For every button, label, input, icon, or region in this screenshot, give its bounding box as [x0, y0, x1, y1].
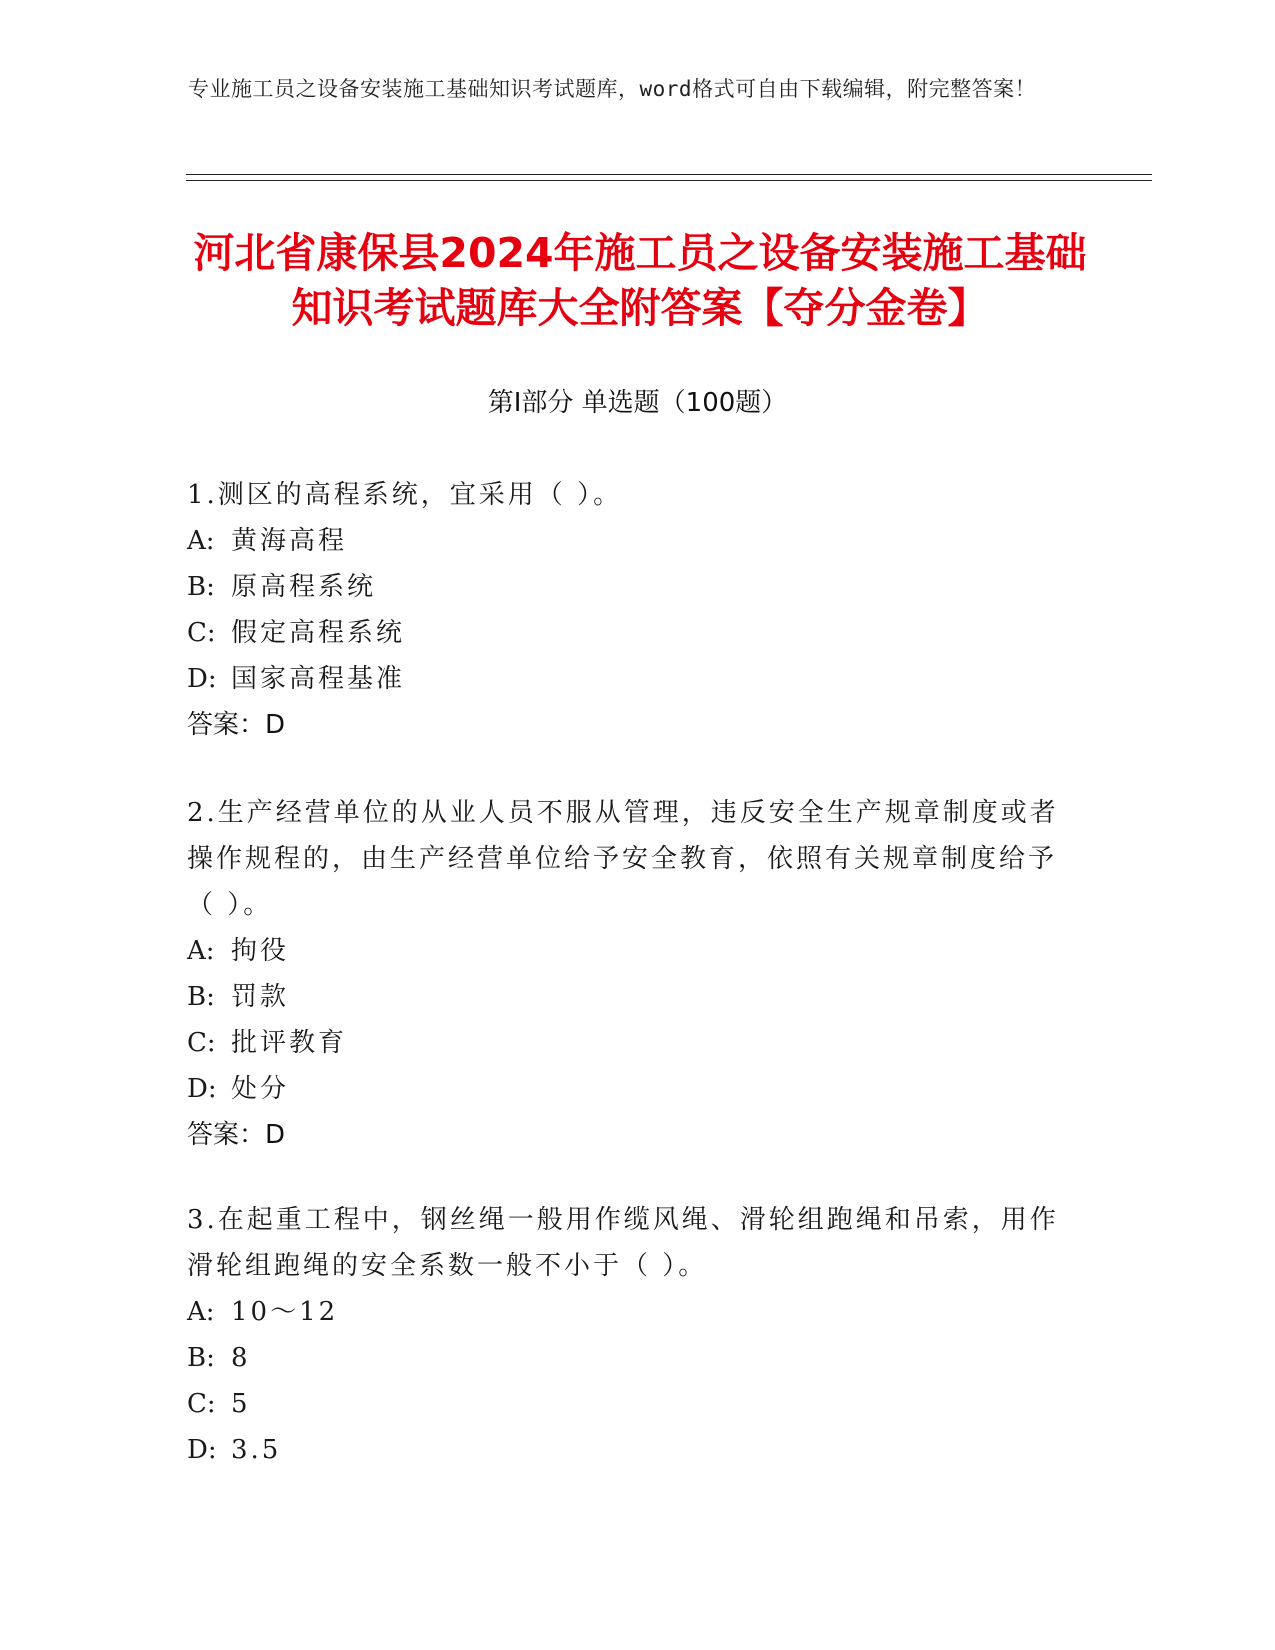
answer-line: 答案：D: [187, 1120, 286, 1150]
option-c: [187, 1381, 1067, 1427]
option-text: 10～12: [231, 1297, 339, 1327]
option-key: D:: [187, 1074, 217, 1104]
option-text: 处分: [231, 1074, 290, 1104]
option-a: [187, 518, 1067, 564]
answer-line: 答案：D: [187, 710, 286, 740]
option-text: 假定高程系统: [231, 618, 406, 648]
option-b: [187, 564, 1067, 610]
header-divider-top: [186, 174, 1152, 175]
question-3: [187, 1197, 1067, 1473]
option-text: 5: [231, 1389, 251, 1419]
header-note: 专业施工员之设备安装施工基础知识考试题库，word格式可自由下载编辑，附完整答案！: [188, 77, 1037, 101]
option-key: D:: [187, 664, 217, 694]
option-c: [187, 610, 1067, 656]
option-key: A:: [187, 526, 215, 556]
option-text: 8: [231, 1343, 251, 1373]
question-2: [187, 790, 1067, 1158]
option-text: 拘役: [231, 936, 290, 966]
option-key: C:: [187, 618, 216, 648]
question-text: 2.生产经营单位的从业人员不服从管理，违反安全生产规章制度或者操作规程的，由生产经营单位给予安全教育，依照有关规章制度给予（ ）。: [187, 798, 1059, 920]
option-key: A:: [187, 1297, 215, 1327]
option-d: [187, 1066, 1067, 1112]
option-text: 国家高程基准: [231, 664, 406, 694]
option-a: [187, 928, 1067, 974]
option-key: B:: [187, 1343, 215, 1373]
option-key: B:: [187, 572, 215, 602]
option-b: [187, 1335, 1067, 1381]
option-b: [187, 974, 1067, 1020]
option-c: [187, 1020, 1067, 1066]
option-key: C:: [187, 1028, 216, 1058]
option-a: [187, 1289, 1067, 1335]
option-text: 原高程系统: [231, 572, 377, 602]
question-text: 1.测区的高程系统，宜采用（ ）。: [187, 480, 623, 510]
option-key: D:: [187, 1435, 217, 1465]
option-text: 3.5: [231, 1435, 282, 1465]
option-d: [187, 656, 1067, 702]
option-key: C:: [187, 1389, 216, 1419]
option-key: B:: [187, 982, 215, 1012]
option-key: A:: [187, 936, 215, 966]
header-divider-bottom: [186, 180, 1152, 181]
option-text: 批评教育: [231, 1028, 348, 1058]
document-title: 河北省康保县2024年施工员之设备安装施工基础知识考试题库大全附答案【夺分金卷】: [193, 229, 1087, 332]
question-1: [187, 472, 1067, 748]
option-d: [187, 1427, 1067, 1473]
section-heading: 第Ⅰ部分 单选题（100题）: [487, 388, 788, 418]
option-text: 黄海高程: [231, 526, 348, 556]
option-text: 罚款: [231, 982, 290, 1012]
question-text: 3.在起重工程中，钢丝绳一般用作缆风绳、滑轮组跑绳和吊索，用作滑轮组跑绳的安全系数一般不小于（ ）。: [187, 1205, 1059, 1281]
